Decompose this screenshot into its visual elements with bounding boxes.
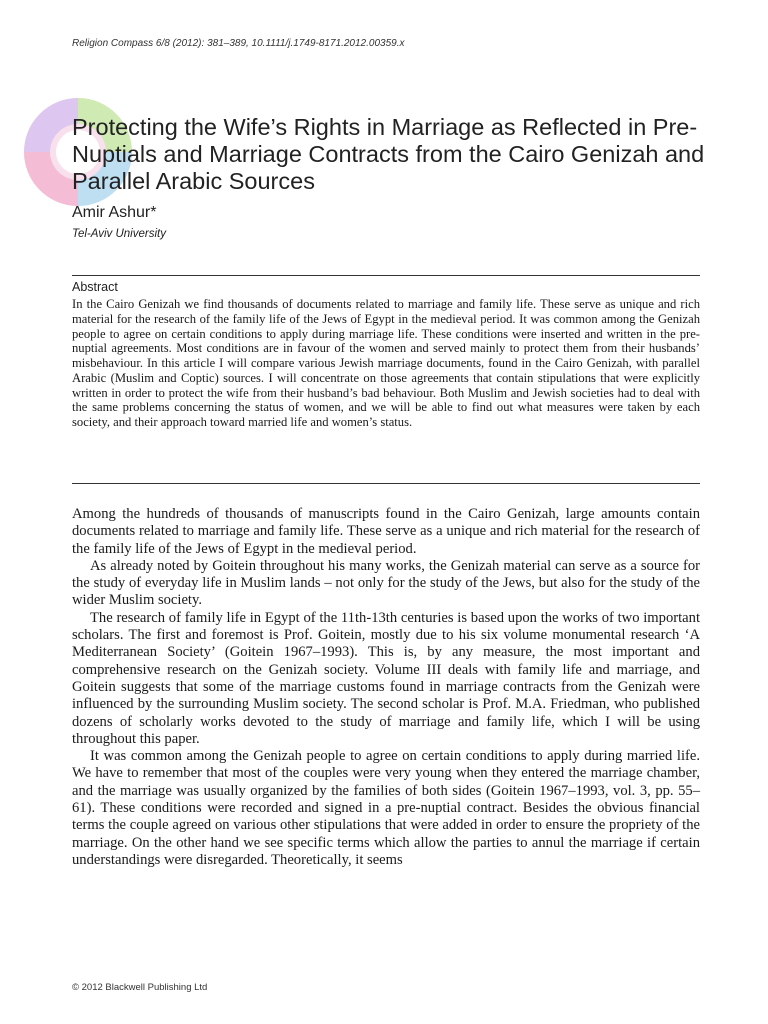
abstract-text: In the Cairo Genizah we find thousands of documents related to marriage and family life. These serve as unique and rich material for the research of the family life of the Jews of Egypt in the medieval period. It was common among the Genizah people to agree on certain conditions to apply during marriage life. These conditions were inserted and written in the pre-nuptial agreements. Most conditions are in favour of the women and served mainly to protect them from their husbands’ misbehaviour. In this article I will compare various Jewish marriage documents, found in the Cairo Genizah, with parallel Arabic (Muslim and Coptic) sources. I will concentrate on those agreements that contain stipulations that were explicitly written in order to protect the wife from their husband’s bad behaviour. Both Muslim and Jewish societies had to deal with the same problems concerning the status of women, and we will be able to find out what measures were taken by each society, and their approach toward married life and women’s status. [72, 297, 700, 429]
article-title: Protecting the Wife’s Rights in Marriage as Reflected in Pre-Nuptials and Marriage Contracts from the Cairo Genizah and Parallel Arabic Sources [72, 114, 705, 194]
article-body [72, 506, 700, 869]
body-paragraph: As already noted by Goitein throughout his many works, the Genizah material can serve as a source for the study of everyday life in Muslim lands – not only for the study of the Jews, but also for the study of the wider Muslim society. [72, 557, 700, 609]
journal-citation: Religion Compass 6/8 (2012): 381–389, 10.1111/j.1749-8171.2012.00359.x [72, 38, 405, 49]
body-paragraph: It was common among the Genizah people to agree on certain conditions to apply during married life. We have to remember that most of the couples were very young when they entered the marriage chamber, and the marriage was usually organized by the families of both sides (Goitein 1967–1993, vol. 3, pp. 55–61). These conditions were recorded and signed in a pre-nuptial contract. Besides the obvious financial terms the couple agreed on various other stipulations that were added in order to ensure the propriety of the marriage. On the other hand we see specific terms which allow the parties to annul the marriage if certain understandings were disregarded. Theoretically, it seems [72, 748, 700, 868]
abstract-top-rule [72, 275, 700, 276]
author-name: Amir Ashur* [72, 204, 157, 221]
body-paragraph: Among the hundreds of thousands of manuscripts found in the Cairo Genizah, large amounts contain documents related to marriage and family life. These serve as a unique and rich material for the research of the family life of the Jews of Egypt in the medieval period. [72, 506, 700, 557]
body-paragraph: The research of family life in Egypt of the 11th-13th centuries is based upon the works of two important scholars. The first and foremost is Prof. Goitein, mostly due to his six volume monumental research ‘A Mediterranean Society’ (Goitein 1967–1993). This is, by any measure, the most important and comprehensive research on the Genizah society. Volume III deals with family life and marriage, and Goitein suggests that some of the marriage customs found in marriage contracts from the Genizah were influenced by the surrounding Muslim society. The second scholar is Prof. M.A. Friedman, who published dozens of scholarly works devoted to the study of marriage and family life, which I will be using throughout this paper. [72, 609, 700, 747]
abstract-heading: Abstract [72, 280, 118, 294]
author-affiliation: Tel-Aviv University [72, 228, 166, 240]
copyright-footer: © 2012 Blackwell Publishing Ltd [72, 982, 208, 993]
abstract-bottom-rule [72, 483, 700, 484]
